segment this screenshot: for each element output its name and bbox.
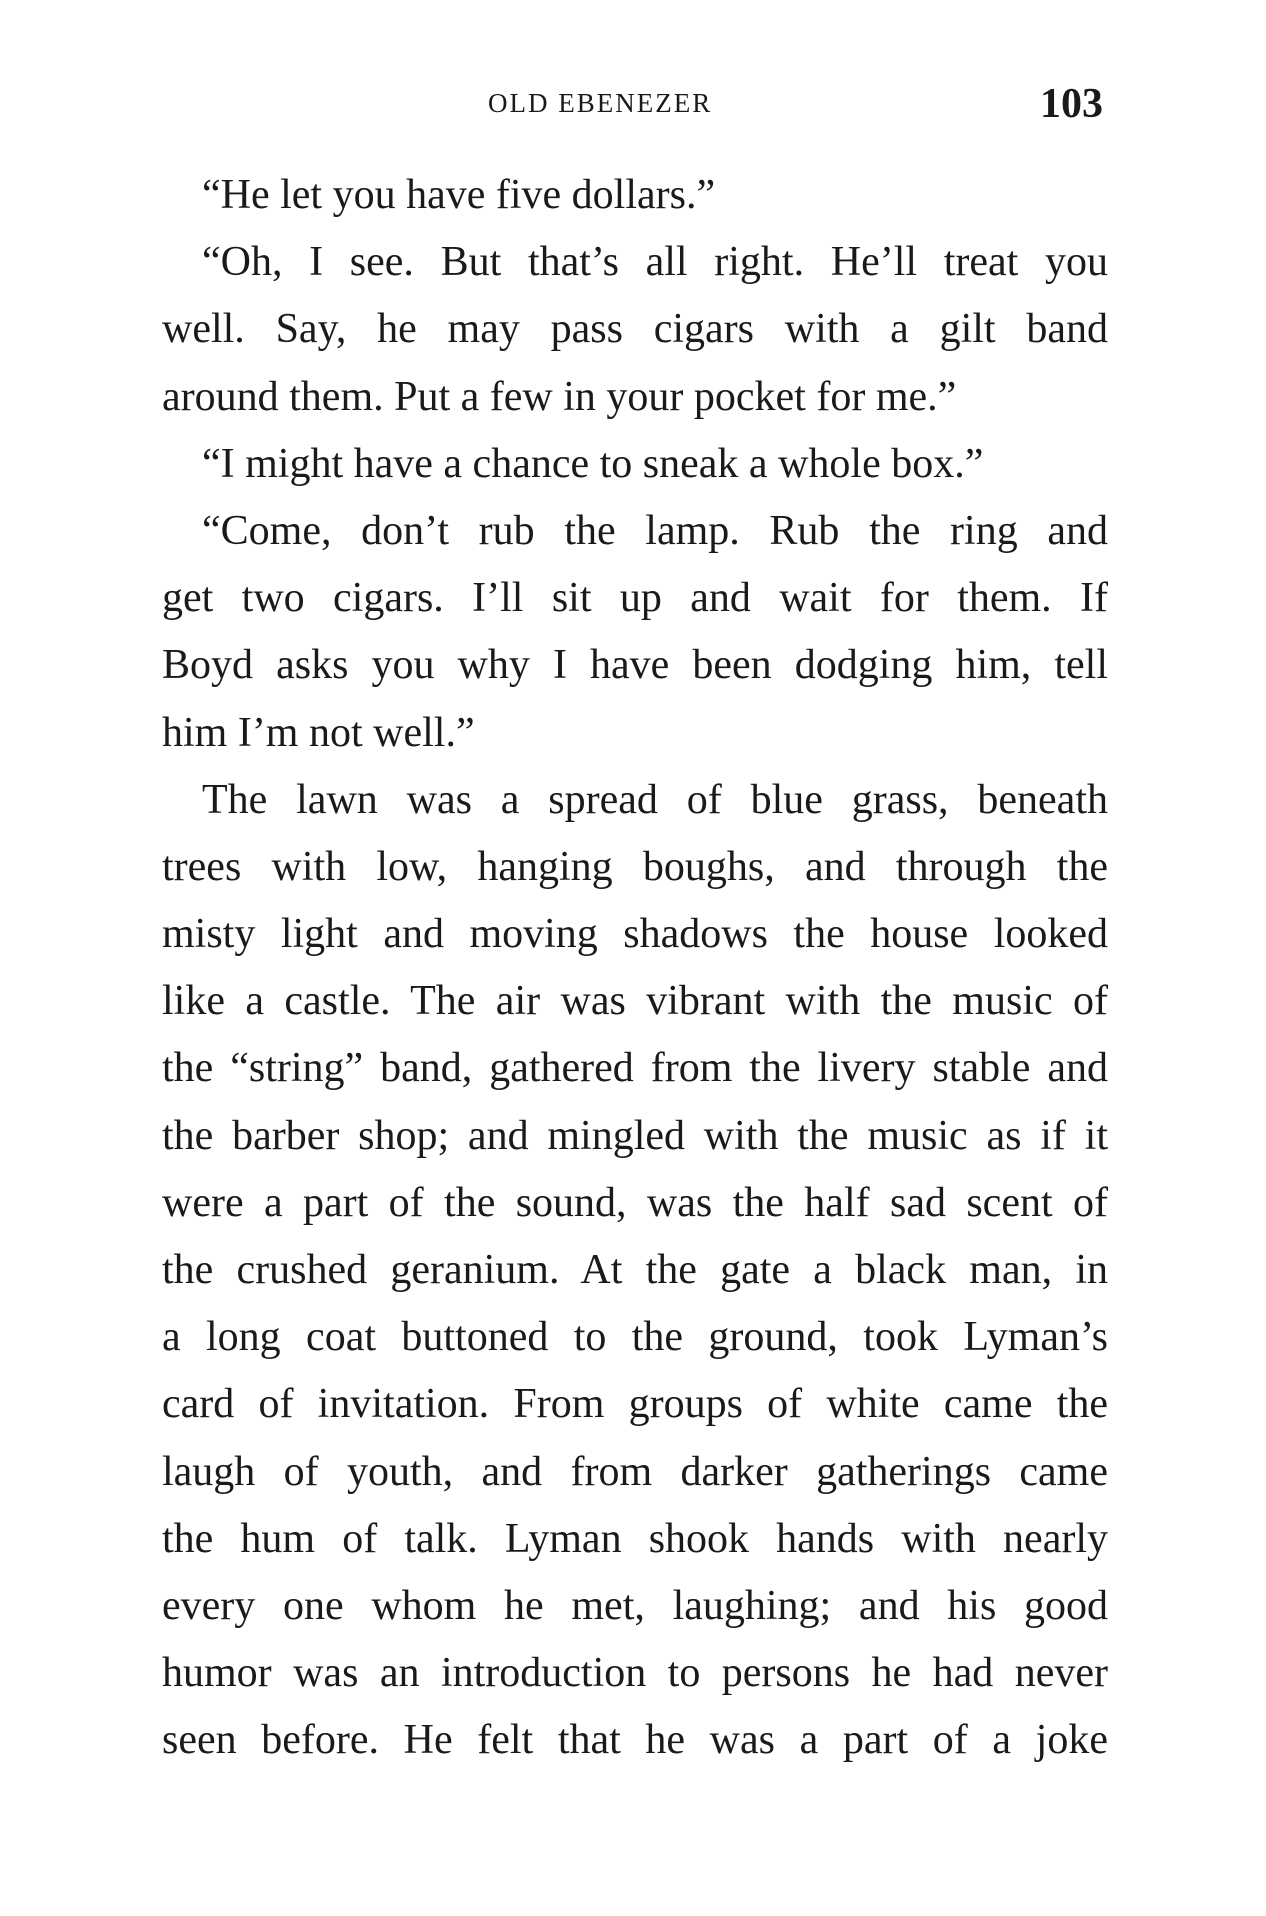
text-line: the barber shop; and mingled with the music as if it xyxy=(162,1112,1108,1159)
text-line: the hum of talk. Lyman shook hands with nearly xyxy=(162,1515,1108,1562)
text-line: The lawn was a spread of blue grass, beneath xyxy=(202,776,1108,823)
text-line: card of invitation. From groups of white came the xyxy=(162,1381,1108,1428)
text-line: “Oh, I see. But that’s all right. He’ll treat you xyxy=(202,239,1108,286)
text-line: the crushed geranium. At the gate a black man, in xyxy=(162,1247,1108,1293)
text-line: were a part of the sound, was the half sad scent of xyxy=(162,1179,1108,1226)
text-line: him I’m not well.” xyxy=(162,709,475,756)
text-line: Boyd asks you why I have been dodging him, tell xyxy=(162,642,1108,689)
running-head xyxy=(0,81,1266,128)
text-line: “He let you have five dollars.” xyxy=(202,172,716,218)
text-line: trees with low, hanging boughs, and through the xyxy=(162,843,1108,890)
text-line: the “string” band, gathered from the livery stable and xyxy=(162,1045,1108,1092)
text-line: every one whom he met, laughing; and his good xyxy=(162,1582,1108,1629)
text-line: “I might have a chance to sneak a whole box.” xyxy=(202,440,984,487)
running-title: OLD EBENEZER xyxy=(488,88,713,118)
text-line: a long coat buttoned to the ground, took Lyman’s xyxy=(162,1314,1108,1361)
text-line: humor was an introduction to persons he had never xyxy=(162,1650,1108,1697)
text-line: well. Say, he may pass cigars with a gilt band xyxy=(162,306,1108,353)
text-line: misty light and moving shadows the house looked xyxy=(162,911,1108,958)
text-line: “Come, don’t rub the lamp. Rub the ring and xyxy=(202,507,1108,554)
page-number: 103 xyxy=(1040,81,1103,127)
text-line: get two cigars. I’ll sit up and wait for them. If xyxy=(162,575,1108,622)
text-line: seen before. He felt that he was a part of a joke xyxy=(162,1717,1108,1764)
text-line: laugh of youth, and from darker gatherings came xyxy=(162,1448,1108,1495)
body-text xyxy=(162,162,1108,1775)
text-line: like a castle. The air was vibrant with the music of xyxy=(162,978,1108,1025)
text-line: around them. Put a few in your pocket for me.” xyxy=(162,373,957,420)
